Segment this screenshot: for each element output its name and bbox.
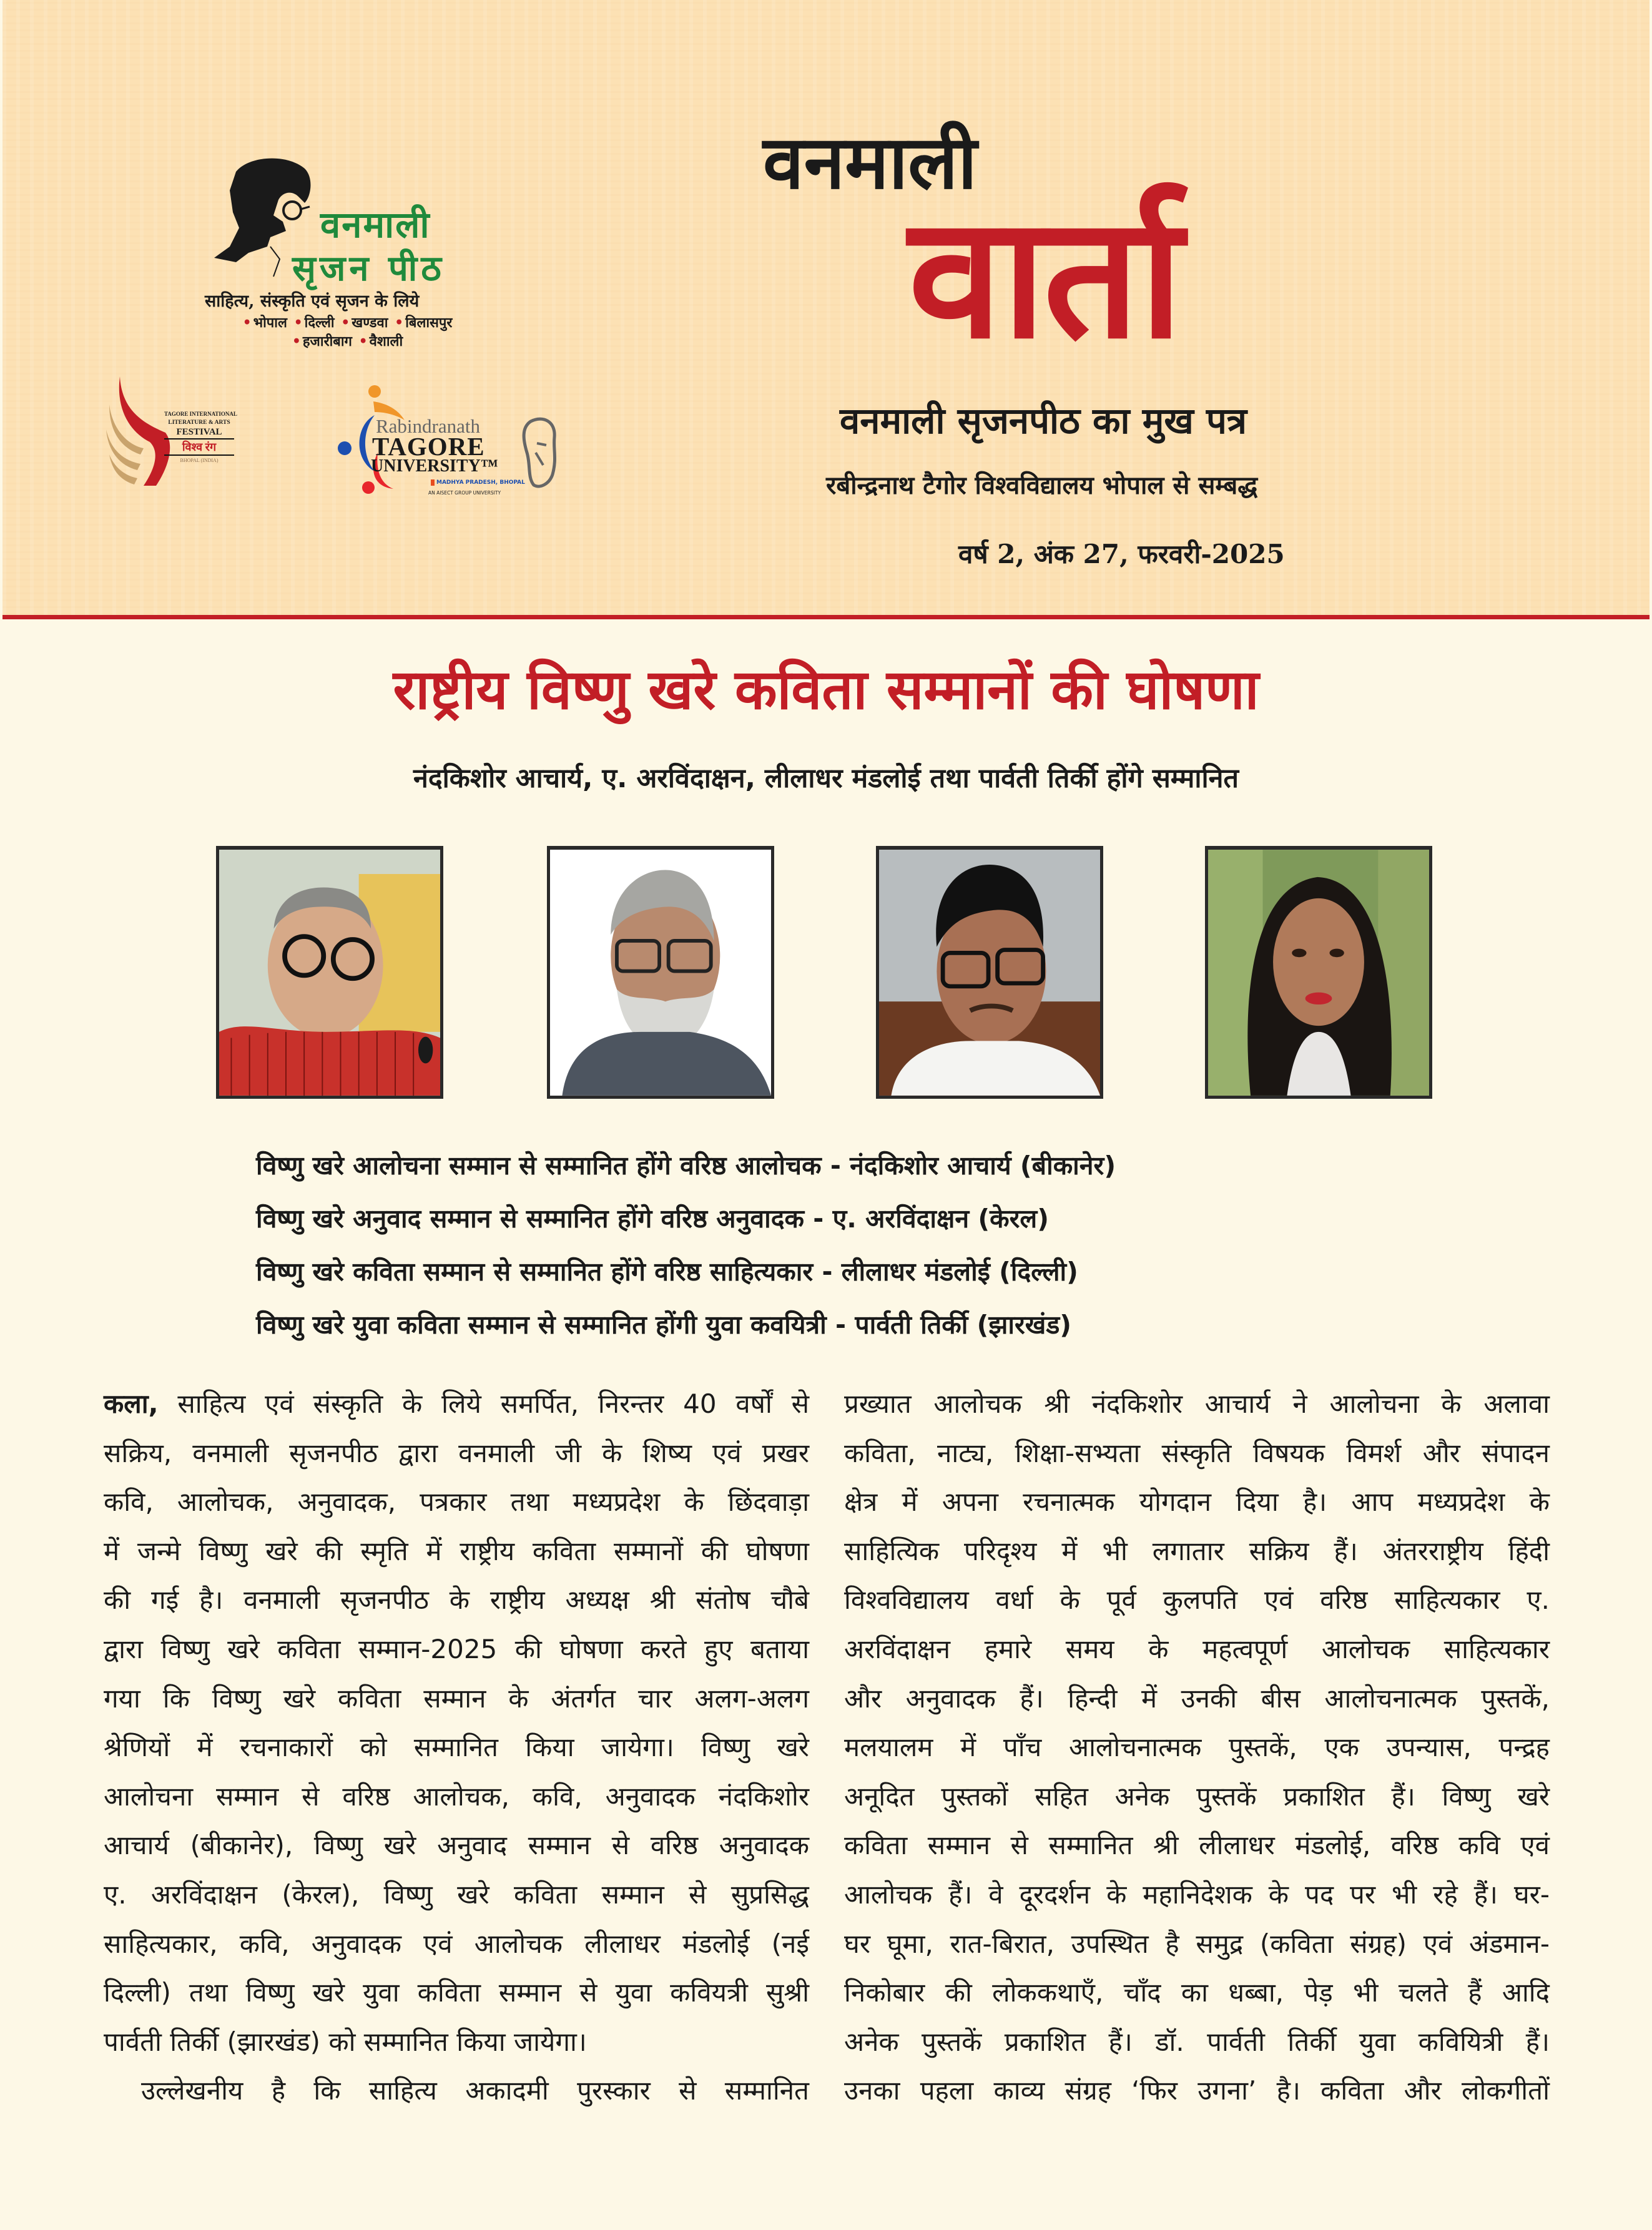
header-divider-rule bbox=[2, 615, 1650, 619]
university-name-line3: UNIVERSITY™ bbox=[371, 456, 498, 476]
bullet-icon: • bbox=[358, 333, 368, 350]
award-list bbox=[256, 1139, 1116, 1352]
body-line: अनूदित पुस्तकों सहित अनेक पुस्तकें प्रकाशित हैं। विष्णु खरे bbox=[844, 1781, 1550, 1812]
body-line: साहित्यिक परिदृश्य में भी लगातार सक्रिय हैं। अंतरराष्ट्रीय हिंदी bbox=[844, 1535, 1550, 1566]
body-line: कविता, नाट्य, शिक्षा-सभ्यता संस्कृति विषयक विमर्श और संपादन bbox=[844, 1437, 1550, 1468]
tagore-sketch-icon bbox=[518, 415, 562, 490]
body-line: उनका पहला काव्य संग्रह ‘फिर उगना’ है। कविता और लोकगीतों bbox=[844, 2075, 1550, 2106]
article-headline: राष्ट्रीय विष्णु खरे कविता सम्मानों की घोषणा bbox=[393, 657, 1259, 722]
cities-row-2 bbox=[225, 332, 468, 351]
city: बिलासपुर bbox=[405, 315, 453, 331]
body-line: साहित्यकार, कवि, अनुवादक एवं आलोचक लीलाधर मंडलोई (नई bbox=[104, 1928, 809, 1959]
body-line: गया कि विष्णु खरे कविता सम्मान के अंतर्गत चार अलग-अलग bbox=[104, 1682, 809, 1714]
city: हजारीबाग bbox=[302, 333, 352, 350]
article-body-left-column bbox=[104, 1380, 809, 2116]
portrait-photo-icon bbox=[1208, 850, 1429, 1096]
body-line: अरविंदाक्षन हमारे समय के महत्वपूर्ण आलोचक साहित्यकार bbox=[844, 1633, 1550, 1664]
city: खण्डवा bbox=[352, 315, 388, 331]
photo-nandkishore-acharya bbox=[216, 846, 443, 1099]
photo-leeladhar-mandloi bbox=[876, 846, 1103, 1099]
body-line: घर घूमा, रात-बिरात, उपस्थित है समुद्र (कविता संग्रह) एवं अंडमान- bbox=[844, 1928, 1550, 1959]
body-line: में जन्मे विष्णु खरे की स्मृति में राष्ट्रीय कविता सम्मानों की घोषणा bbox=[104, 1535, 809, 1566]
festival-name-hindi: विश्व रंग bbox=[164, 440, 234, 456]
city: भोपाल bbox=[253, 315, 287, 331]
body-line: श्रेणियों में रचनाकारों को सम्मानित किया जायेगा। विष्णु खरे bbox=[104, 1732, 809, 1763]
body-line: दिल्ली) तथा विष्णु खरे युवा कविता सम्मान से युवा कवियत्री सुश्री bbox=[104, 1977, 809, 2008]
portrait-photo-icon bbox=[879, 850, 1100, 1096]
body-line: और अनुवादक हैं। हिन्दी में उनकी बीस आलोचनात्मक पुस्तकें, bbox=[844, 1682, 1550, 1714]
award-item-translation: विष्णु खरे अनुवाद सम्मान से सम्मानित होंगे वरिष्ठ अनुवादक - ए. अरविंदाक्षन (केरल) bbox=[256, 1204, 1049, 1234]
award-item-criticism: विष्णु खरे आलोचना सम्मान से सम्मानित होंगे वरिष्ठ आलोचक - नंदकिशोर आचार्य (बीकानेर) bbox=[256, 1151, 1116, 1181]
body-line-text: साहित्य एवं संस्कृति के लिये समर्पित, निरन्तर 40 वर्षों से bbox=[158, 1388, 809, 1419]
award-item-poetry: विष्णु खरे कविता सम्मान से सम्मानित होंगे वरिष्ठ साहित्यकार - लीलाधर मंडलोई (दिल्ली) bbox=[256, 1257, 1078, 1287]
body-line: आलोचक हैं। वे दूरदर्शन के महानिदेशक के पद पर भी रहे हैं। घर- bbox=[844, 1879, 1550, 1910]
body-line: आचार्य (बीकानेर), विष्णु खरे अनुवाद सम्मान से वरिष्ठ अनुवादक bbox=[104, 1830, 809, 1861]
bullet-icon: • bbox=[242, 315, 252, 331]
body-line: पार्वती तिर्की (झारखंड) को सम्मानित किया जायेगा। bbox=[104, 2026, 587, 2057]
bullet-icon: • bbox=[292, 333, 301, 350]
photo-a-arvindakshan bbox=[547, 846, 774, 1099]
body-line: की गई है। वनमाली सृजनपीठ के राष्ट्रीय अध्यक्ष श्री संतोष चौबे bbox=[104, 1584, 809, 1616]
body-line bbox=[104, 1380, 809, 1429]
vanmali-logo-tagline: साहित्य, संस्कृति एवं सृजन के लिये bbox=[205, 292, 420, 311]
body-line: आलोचना सम्मान से वरिष्ठ आलोचक, कवि, अनुवादक नंदकिशोर bbox=[104, 1781, 809, 1812]
cities-row-1 bbox=[225, 313, 468, 332]
university-group: AN AISECT GROUP UNIVERSITY bbox=[428, 490, 501, 496]
city: दिल्ली bbox=[304, 315, 335, 331]
festival-line-2: LITERATURE & ARTS bbox=[168, 420, 230, 426]
issue-info: वर्ष 2, अंक 27, फरवरी-2025 bbox=[958, 539, 1285, 569]
portrait-photo-icon bbox=[219, 850, 440, 1096]
body-line: प्रख्यात आलोचक श्री नंदकिशोर आचार्य ने आलोचना के अलावा bbox=[844, 1388, 1550, 1419]
body-line: कवि, आलोचक, अनुवादक, पत्रकार तथा मध्यप्रदेश के छिंदवाड़ा bbox=[104, 1486, 809, 1518]
article-subheadline: नंदकिशोर आचार्य, ए. अरविंदाक्षन, लीलाधर मंडलोई तथा पार्वती तिर्की होंगे सम्मानित bbox=[413, 763, 1239, 794]
body-line: उल्लेखनीय है कि साहित्य अकादमी पुरस्कार से सम्मानित bbox=[141, 2075, 809, 2106]
award-item-young-poetry: विष्णु खरे युवा कविता सम्मान से सम्मानित होंगी युवा कवयित्री - पार्वती तिर्की (झारखंड) bbox=[256, 1310, 1072, 1340]
vanmali-logo-cities bbox=[225, 313, 468, 351]
masthead-affiliation: रबीन्द्रनाथ टैगोर विश्वविद्यालय भोपाल से सम्बद्ध bbox=[826, 471, 1258, 500]
body-line: अनेक पुस्तकें प्रकाशित हैं। डॉ. पार्वती तिर्की युवा कवियित्री हैं। bbox=[844, 2026, 1550, 2057]
university-name-line2: TAGORE bbox=[372, 432, 485, 461]
body-line: विश्वविद्यालय वर्धा के पूर्व कुलपति एवं वरिष्ठ साहित्यकार ए. bbox=[844, 1584, 1550, 1616]
festival-line-3: FESTIVAL bbox=[164, 427, 234, 440]
university-location: MADHYA PRADESH, BHOPAL bbox=[431, 479, 525, 486]
bullet-icon: • bbox=[395, 315, 404, 331]
body-line: सक्रिय, वनमाली सृजनपीठ द्वारा वनमाली जी के शिष्य एवं प्रखर bbox=[104, 1437, 809, 1468]
festival-text bbox=[164, 411, 237, 463]
body-line: कविता सम्मान से सम्मानित श्री लीलाधर मंडलोई, वरिष्ठ कवि एवं bbox=[844, 1830, 1550, 1861]
vanmali-logo-subname: सृजन पीठ bbox=[292, 248, 445, 289]
portrait-photo-icon bbox=[550, 850, 771, 1096]
masthead-title-big: वार्ता bbox=[908, 179, 1181, 376]
festival-location: BHOPAL (INDIA) bbox=[180, 458, 219, 463]
body-line: मलयालम में पाँच आलोचनात्मक पुस्तकें, एक उपन्यास, पन्द्रह bbox=[844, 1732, 1550, 1763]
university-name-line1: Rabindranath bbox=[376, 415, 481, 437]
lead-word: कला, bbox=[104, 1388, 159, 1419]
body-line: निकोबार की लोककथाएँ, चाँद का धब्बा, पेड़ भी चलते हैं आदि bbox=[844, 1977, 1550, 2008]
bullet-icon: • bbox=[293, 315, 303, 331]
body-line: ए. अरविंदाक्षन (केरल), विष्णु खरे कविता सम्मान से सुप्रसिद्ध bbox=[104, 1879, 809, 1910]
masthead-title-small: वनमाली bbox=[763, 119, 977, 205]
body-line: द्वारा विष्णु खरे कविता सम्मान-2025 की घोषणा करते हुए बताया bbox=[104, 1633, 809, 1664]
vanmali-logo-name: वनमाली bbox=[320, 204, 431, 246]
body-line: क्षेत्र में अपना रचनात्मक योगदान दिया है। आप मध्यप्रदेश के bbox=[844, 1486, 1550, 1518]
masthead-subtitle: वनमाली सृजनपीठ का मुख पत्र bbox=[840, 400, 1247, 442]
bullet-icon: • bbox=[341, 315, 350, 331]
festival-line-1: TAGORE INTERNATIONAL bbox=[164, 411, 237, 417]
photo-parvati-tirki bbox=[1205, 846, 1432, 1099]
article-body-right-column bbox=[844, 1380, 1550, 2116]
city: वैशाली bbox=[369, 333, 403, 350]
